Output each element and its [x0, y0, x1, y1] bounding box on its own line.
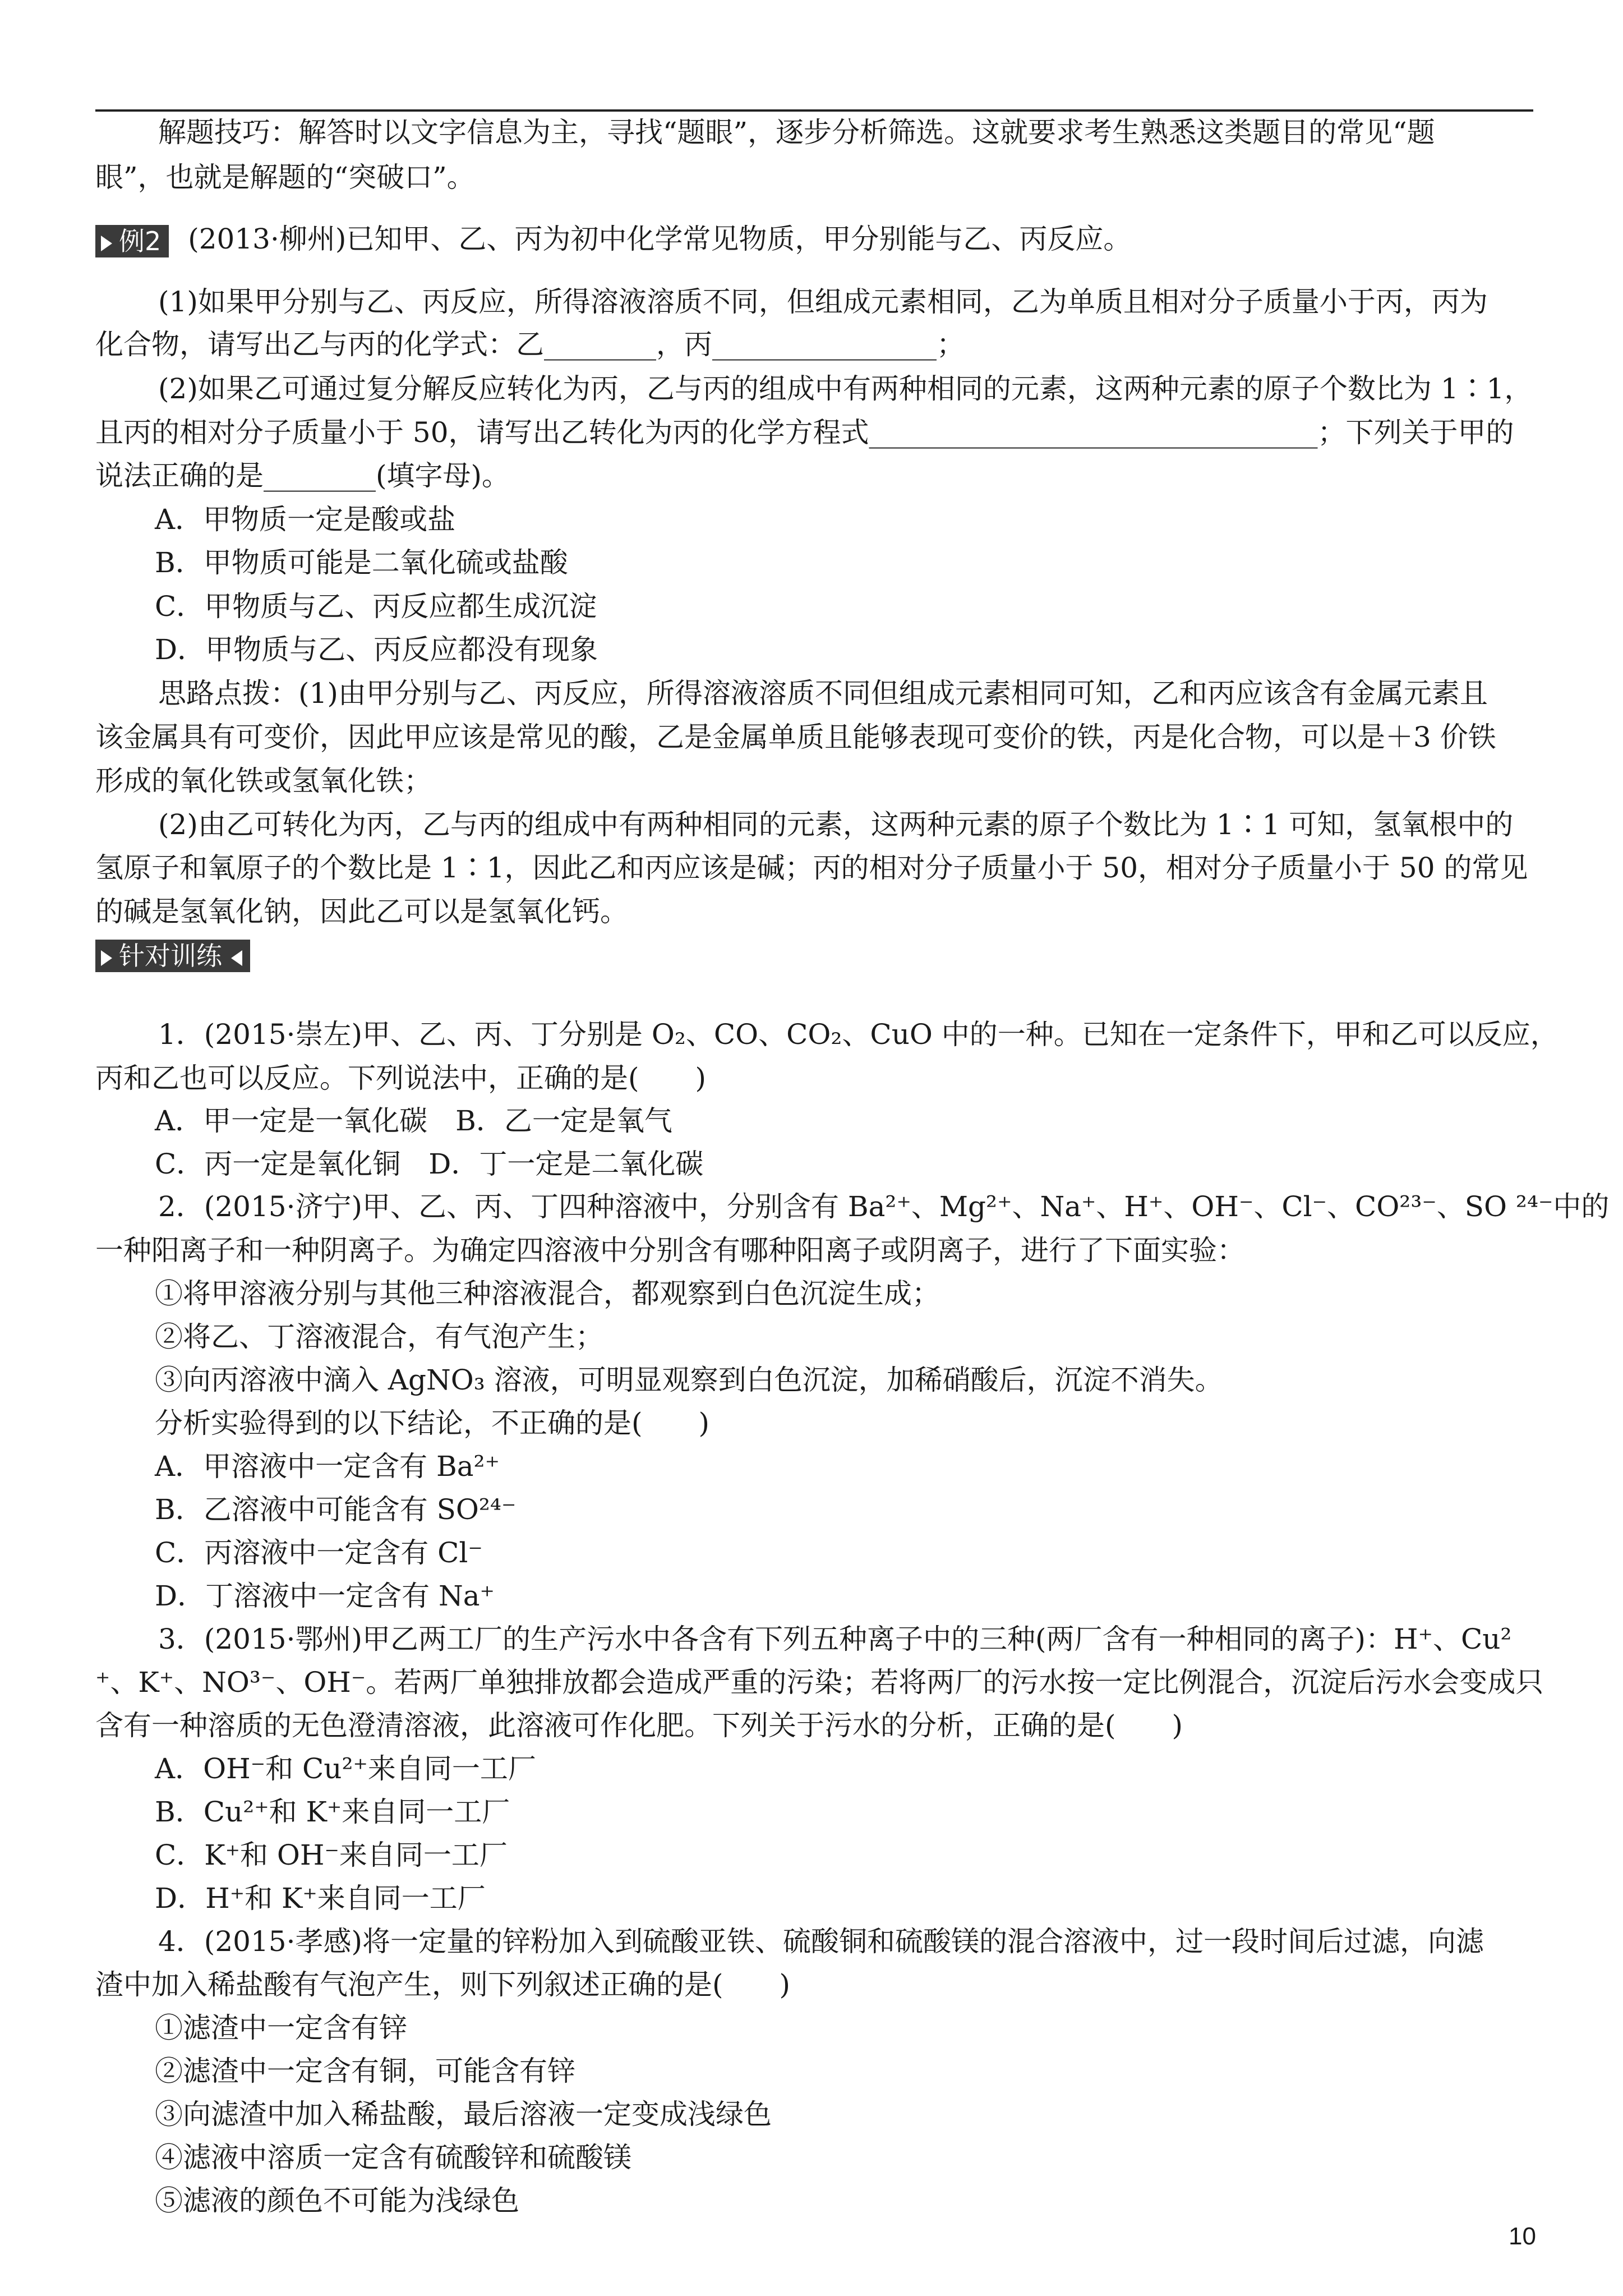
example-option-b: B．甲物质可能是二氧化硫或盐酸: [155, 546, 568, 579]
t3-option-b: B．Cu²⁺和 K⁺来自同一工厂: [155, 1796, 510, 1828]
t2-option-d: D．丁溶液中一定含有 Na⁺: [155, 1580, 495, 1612]
t1-options-ab: A．甲一定是一氧化碳 B．乙一定是氧气: [155, 1105, 672, 1137]
t1-line-2: 丙和乙也可以反应。下列说法中，正确的是( ): [95, 1062, 707, 1094]
hint1-line-3: 形成的氧化铁或氢氧化铁；: [95, 765, 432, 797]
t4-statement-5: ⑤滤液的颜色不可能为浅绿色: [155, 2184, 519, 2217]
t4-statement-1: ①滤渣中一定含有锌: [155, 2012, 407, 2044]
q2-line-1: (2)如果乙可通过复分解反应转化为丙，乙与丙的组成中有两种相同的元素，这两种元素的原子个数比为 1∶1，: [158, 372, 1533, 405]
t3-option-c: C．K⁺和 OH⁻来自同一工厂: [155, 1839, 508, 1871]
example-option-a: A．甲物质一定是酸或盐: [155, 503, 456, 536]
t1-line-1: 1．(2015·崇左)甲、乙、丙、丁分别是 O₂、CO、CO₂、CuO 中的一种。已知在一定条件下，甲和乙可以反应，: [158, 1018, 1559, 1051]
t2-step-2: ②将乙、丁溶液混合，有气泡产生；: [155, 1320, 603, 1353]
example-badge-label: 例2: [119, 226, 162, 256]
training-badge: [95, 940, 250, 972]
t4-statement-3: ③向滤渣中加入稀盐酸，最后溶液一定变成浅绿色: [155, 2098, 772, 2131]
t2-step-1: ①将甲溶液分别与其他三种溶液混合，都观察到白色沉淀生成；: [155, 1277, 940, 1310]
example-badge: [95, 225, 169, 257]
t1-options-cd: C．丙一定是氧化铜 D．丁一定是二氧化碳: [155, 1148, 704, 1180]
back-arrow-icon: [231, 950, 242, 966]
t2-option-c: C．丙溶液中一定含有 Cl⁻: [155, 1536, 483, 1569]
t4-statement-4: ④滤液中溶质一定含有硫酸锌和硫酸镁: [155, 2141, 631, 2174]
t2-prompt: 分析实验得到的以下结论，不正确的是( ): [155, 1407, 710, 1439]
t3-option-d: D．H⁺和 K⁺来自同一工厂: [155, 1882, 486, 1915]
hint2-line-1: (2)由乙可转化为丙，乙与丙的组成中有两种相同的元素，这两种元素的原子个数比为 1∶1 可知，氢氧根中的: [158, 808, 1514, 841]
t4-line-2: 渣中加入稀盐酸有气泡产生，则下列叙述正确的是( ): [95, 1968, 791, 2001]
example-intro-line: [95, 218, 1531, 260]
t3-option-a: A．OH⁻和 Cu²⁺来自同一工厂: [155, 1752, 536, 1785]
hint1-line-1: 思路点拨：(1)由甲分别与乙、丙反应，所得溶液溶质不同但组成元素相同可知，乙和丙应该含有金属元素且: [158, 677, 1488, 710]
play-arrow-icon: [101, 950, 112, 966]
q2-line-3: 说法正确的是________(填字母)。: [95, 459, 510, 492]
training-header: [95, 932, 1531, 975]
page-number: 10: [1509, 2223, 1536, 2250]
t3-line-1: 3．(2015·鄂州)甲乙两工厂的生产污水中各含有下列五种离子中的三种(两厂含有一种相同的离子)：H⁺、Cu²: [158, 1623, 1512, 1655]
hint2-line-2: 氢原子和氧原子的个数比是 1∶1，因此乙和丙应该是碱；丙的相对分子质量小于 50，相对分子质量小于 50 的常见: [95, 852, 1528, 884]
example-intro-text: (2013·柳州)已知甲、乙、丙为初中化学常见物质，甲分别能与乙、丙反应。: [188, 223, 1132, 255]
q1-line-1: (1)如果甲分别与乙、丙反应，所得溶液溶质不同，但组成元素相同，乙为单质且相对分子质量小于丙，丙为: [158, 286, 1488, 318]
q2-line-2: 且丙的相对分子质量小于 50，请写出乙转化为丙的化学方程式________________________________；下列关于甲的: [95, 416, 1514, 449]
example-option-d: D．甲物质与乙、丙反应都没有现象: [155, 633, 598, 666]
t3-line-3: 含有一种溶质的无色澄清溶液，此溶液可作化肥。下列关于污水的分析，正确的是( ): [95, 1709, 1183, 1742]
tip-line-2: 眼”，也就是解题的“突破口”。: [95, 161, 475, 194]
tip-line-1: 解题技巧：解答时以文字信息为主，寻找“题眼”，逐步分析筛选。这就要求考生熟悉这类题目的常见“题: [158, 116, 1435, 149]
t2-step-3: ③向丙溶液中滴入 AgNO₃ 溶液，可明显观察到白色沉淀，加稀硝酸后，沉淀不消失。: [155, 1364, 1223, 1396]
t4-statement-2: ②滤渣中一定含有铜，可能含有锌: [155, 2055, 575, 2087]
t2-line-2: 一种阳离子和一种阴离子。为确定四溶液中分别含有哪种阳离子或阴离子，进行了下面实验：: [95, 1234, 1245, 1267]
t2-option-a: A．甲溶液中一定含有 Ba²⁺: [155, 1450, 500, 1483]
t2-line-1: 2．(2015·济宁)甲、乙、丙、丁四种溶液中，分别含有 Ba²⁺、Mg²⁺、Na⁺、H⁺、OH⁻、Cl⁻、CO²³⁻、SO ²⁴⁻中的: [158, 1190, 1610, 1223]
q1-line-2: 化合物，请写出乙与丙的化学式：乙________，丙________________；: [95, 328, 965, 361]
t4-line-1: 4．(2015·孝感)将一定量的锌粉加入到硫酸亚铁、硫酸铜和硫酸镁的混合溶液中，过一段时间后过滤，向滤: [158, 1925, 1484, 1958]
t2-option-b: B．乙溶液中可能含有 SO²⁴⁻: [155, 1493, 517, 1526]
hint1-line-2: 该金属具有可变价，因此甲应该是常见的酸，乙是金属单质且能够表现可变价的铁，丙是化合物，可以是＋3 价铁: [95, 721, 1496, 753]
t3-line-2: ⁺、K⁺、NO³⁻、OH⁻。若两厂单独排放都会造成严重的污染；若将两厂的污水按一定比例混合，沉淀后污水会变成只: [95, 1666, 1544, 1699]
play-arrow-icon: [101, 236, 112, 251]
example-option-c: C．甲物质与乙、丙反应都生成沉淀: [155, 590, 597, 623]
training-badge-label: 针对训练: [119, 941, 222, 971]
hint2-line-3: 的碱是氢氧化钠，因此乙可以是氢氧化钙。: [95, 895, 628, 928]
